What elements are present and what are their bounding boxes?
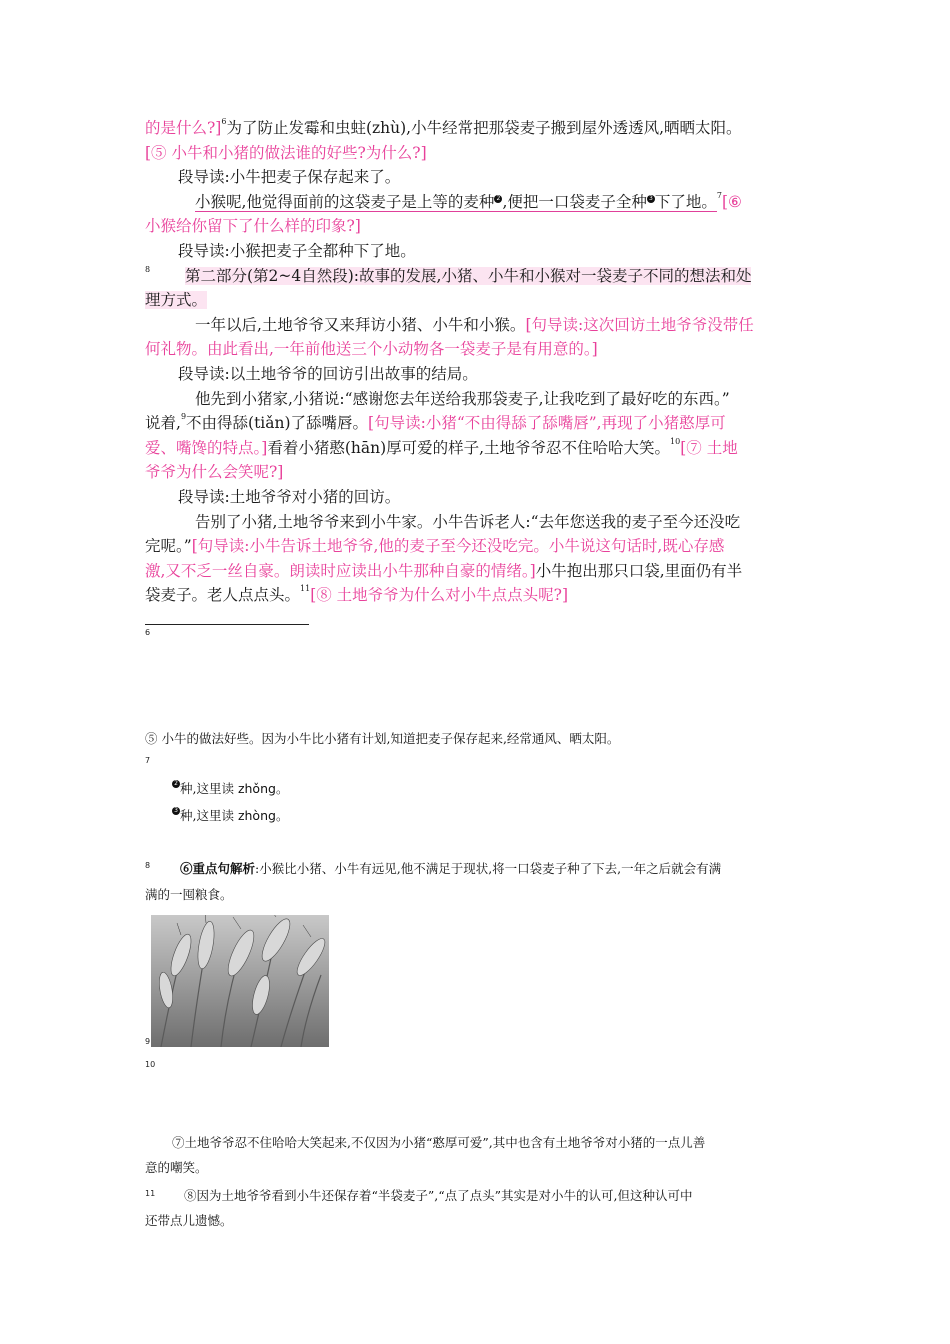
question-5: [⑤ 小牛和小猪的做法谁的好些?为什么?] bbox=[145, 143, 427, 162]
footnote-number: 7 bbox=[145, 756, 151, 765]
text-line: 小猴呢,他觉得面前的这袋麦子是上等的麦种 2 ,便把一口袋麦子全种 3 下了地。$^7$[⑥ bbox=[195, 190, 742, 211]
footnote-6: ⑥重点句解析:小猴比小猪、小牛有远见,他不满足于现状,将一口袋麦子种了下去,一年之后就会有满 bbox=[180, 861, 722, 876]
footnote-number: 8 bbox=[145, 861, 151, 870]
footnote-zhong3: 2 种,这里读 zhǒng。 bbox=[172, 776, 288, 802]
footnote-ref[interactable]: 9 bbox=[180, 412, 187, 422]
question-6: 小猴给你留下了什么样的印象?] bbox=[145, 217, 361, 236]
text-line: 一年以后,土地爷爷又来拜访小猪、小牛和小猴。[句导读:这次回访土地爷爷没带任 bbox=[195, 315, 754, 334]
footnote-8: ⑧因为土地爷爷看到小牛还保存着“半袋麦子”,“点了点头”其实是对小牛的认可,但这种认可中 bbox=[184, 1188, 693, 1203]
main-text: 的是什么?]$^6$为了防止发霉和虫蛀(zhù),小牛经常把那袋麦子搬到屋外透透风,晒晒太阳。 [⑤ 小牛和小猪的做法谁的好些?为什么?] 段导读:小牛把麦子保存起来了。 小猴呢,他觉得面前的这袋麦子是上等的麦种 2 ,便把一口袋麦子全种 3 下了地。$^7$[⑥ 小猴给你留下了什么样的印象?] 段导读:小猴把麦子全都种下了地。 8 第二部分(第2~4自然段):故事的发展,小猪、小牛和小猴对一袋麦子不同的想法和处 理方式。 一年以后,土地爷爷又来拜访小猪、小牛和小猴。[句导读:这次回访土地爷爷没带任 何礼物。由此看出,一年前他送三个小动物各一袋麦子是有用意的。] 段导读:以土地爷爷的回访引出故事的结局。 他先到小猪家,小猪说:“感谢您去年送给我那袋麦子,让我吃到了最好吃的东西。” 说着,$^9$不由得舔(tiǎn)了舔嘴唇。[句导读:小猪“不由得舔了舔嘴唇”,再现了小猪憨厚可 爱、嘴馋的特点。]看着小猪憨(hān)厚可爱的样子,土地爷爷忍不住哈哈大笑。$^{10}$[⑦ 土地 爷爷为什么会笑呢?] 段导读:土地爷爷对小猪的回访。 告别了小猪,土地爷爷来到小牛家。小牛告诉老人:“去年您送我的麦子至今还没吃 完呢。”[句导读:小牛告诉土地爷爷,他的麦子至今还没吃完。小牛说这句话时,既心存感 激,又不乏一丝自豪。朗读时应读出小牛那种自豪的情绪。]小牛抱出那只口袋,里面仍有半 袋麦子。老人点点头。$^{11}$[⑧ 土地爷爷为什么对小牛点点头呢?] bbox=[145, 116, 807, 608]
footnote-number: 6 bbox=[145, 628, 151, 637]
footnote-number: 10 bbox=[145, 1060, 156, 1069]
footnote-number: 9 bbox=[145, 1037, 151, 1046]
footnote-zhong4: 3 种,这里读 zhòng。 bbox=[172, 803, 288, 829]
text-line: 的是什么?]$^6$为了防止发霉和虫蛀(zhù),小牛经常把那袋麦子搬到屋外透透风,晒晒太阳。 bbox=[145, 117, 742, 137]
footnote-ref[interactable]: 7 bbox=[716, 190, 722, 200]
text-line: 他先到小猪家,小猪说:“感谢您去年送给我那袋麦子,让我吃到了最好吃的东西。” bbox=[195, 389, 730, 408]
text-line: 说着,$^9$不由得舔(tiǎn)了舔嘴唇。[句导读:小猪“不由得舔了舔嘴唇”,再现了小猪憨厚可 bbox=[145, 412, 726, 433]
footnote-divider bbox=[145, 624, 309, 625]
wheat-photo bbox=[151, 915, 329, 1047]
footnote-ref[interactable]: 11 bbox=[300, 584, 311, 594]
section-guide: 段导读:小牛把麦子保存起来了。 bbox=[178, 168, 401, 187]
text-line: 完呢。”[句导读:小牛告诉土地爷爷,他的麦子至今还没吃完。小牛说这句话时,既心存感 bbox=[145, 537, 725, 556]
footnote-number: 11 bbox=[145, 1189, 156, 1198]
part-heading: 8 第二部分(第2~4自然段):故事的发展,小猪、小牛和小猴对一袋麦子不同的想法和处 bbox=[145, 264, 752, 285]
footnote-7-cont: 意的嘲笑。 bbox=[145, 1160, 208, 1175]
text-line: 激,又不乏一丝自豪。朗读时应读出小牛那种自豪的情绪。]小牛抱出那只口袋,里面仍有半 bbox=[145, 561, 743, 580]
footnote-ref[interactable]: 6 bbox=[221, 117, 227, 126]
footnote-6-cont: 满的一囤粮食。 bbox=[145, 887, 233, 902]
sentence-guide: 何礼物。由此看出,一年前他送三个小动物各一袋麦子是有用意的。] bbox=[145, 340, 598, 359]
note-marker-2[interactable]: 2 bbox=[494, 195, 502, 203]
footnote-ref[interactable]: 8 bbox=[145, 264, 151, 274]
text-line: 袋麦子。老人点点头。$^{11}$[⑧ 土地爷爷为什么对小牛点点头呢?] bbox=[145, 584, 569, 605]
question-7: 爷爷为什么会笑呢?] bbox=[145, 463, 284, 482]
footnote-5: ⑤ 小牛的做法好些。因为小牛比小猪有计划,知道把麦子保存起来,经常通风、晒太阳。 bbox=[145, 731, 620, 746]
text-line: 爱、嘴馋的特点。]看着小猪憨(hān)厚可爱的样子,土地爷爷忍不住哈哈大笑。$^{10}$[⑦ 土地 bbox=[145, 436, 738, 457]
section-guide: 段导读:以土地爷爷的回访引出故事的结局。 bbox=[178, 364, 478, 383]
text-line: 告别了小猪,土地爷爷来到小牛家。小牛告诉老人:“去年您送我的麦子至今还没吃 bbox=[195, 512, 741, 531]
footnote-7: ⑦土地爷爷忍不住哈哈大笑起来,不仅因为小猪“憨厚可爱”,其中也含有土地爷爷对小猪的一点儿善 bbox=[172, 1135, 706, 1150]
section-guide: 段导读:土地爷爷对小猪的回访。 bbox=[178, 487, 401, 506]
section-guide: 段导读:小猴把麦子全都种下了地。 bbox=[178, 241, 416, 260]
footnote-ref[interactable]: 10 bbox=[670, 436, 681, 446]
footnote-8-cont: 还带点儿遗憾。 bbox=[145, 1213, 233, 1228]
note-marker-3[interactable]: 3 bbox=[647, 195, 655, 203]
